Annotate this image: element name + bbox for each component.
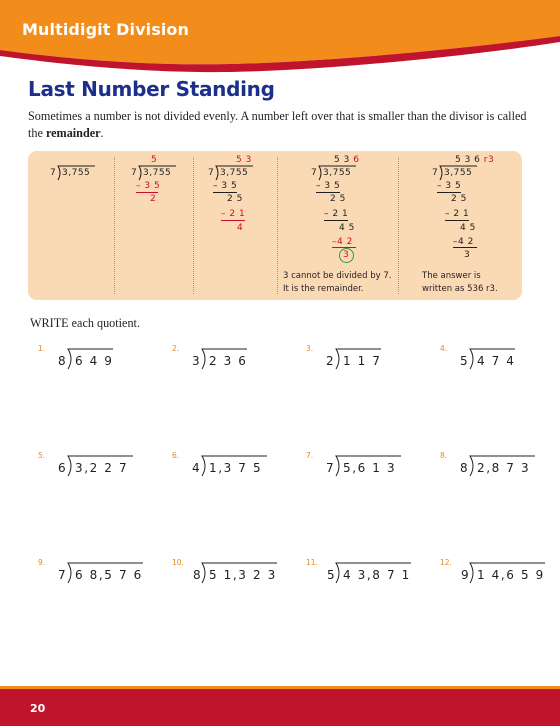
subtraction-rule bbox=[221, 220, 245, 221]
division-problem[interactable] bbox=[38, 560, 158, 586]
intro-text: Sometimes a number is not divided evenly. A number left over that is smaller than the divisor is called the bbox=[28, 109, 527, 140]
quotient-new: 6 bbox=[353, 155, 360, 165]
intro-bold-term: remainder bbox=[45, 126, 101, 140]
division-problem[interactable] bbox=[172, 346, 292, 372]
problem-divisor: 8 bbox=[460, 461, 468, 475]
remainder: 3 bbox=[343, 250, 350, 260]
note-line: 3 cannot be divided by 7. bbox=[283, 271, 392, 281]
header-banner bbox=[0, 0, 560, 80]
intro-end: . bbox=[100, 126, 104, 140]
division-problem[interactable] bbox=[38, 346, 158, 372]
footer-bar bbox=[0, 686, 560, 726]
problem-dividend: 5,6 1 3 bbox=[343, 461, 397, 475]
quotient-digits bbox=[455, 155, 494, 165]
example-step-2 bbox=[114, 151, 193, 300]
subtraction-line: –4 2 bbox=[453, 237, 474, 247]
problem-number: 11. bbox=[306, 558, 318, 567]
subtraction-rule bbox=[324, 220, 348, 221]
problem-number: 4. bbox=[440, 344, 448, 353]
division-problem[interactable] bbox=[306, 560, 426, 586]
division-problem[interactable] bbox=[440, 453, 560, 479]
divisor: 7 bbox=[432, 168, 439, 178]
subtraction-rule bbox=[445, 220, 469, 221]
problem-dividend: 4 7 4 bbox=[477, 354, 516, 368]
header-wave-graphic bbox=[0, 0, 560, 80]
dividend: 3,755 bbox=[143, 168, 172, 178]
problem-dividend: 1 4,6 5 9 bbox=[477, 568, 545, 582]
example-step-5 bbox=[398, 151, 522, 300]
dividend: 3,755 bbox=[62, 168, 91, 178]
example-step-3 bbox=[193, 151, 277, 300]
problem-divisor: 6 bbox=[58, 461, 66, 475]
example-note bbox=[422, 270, 498, 296]
quotient-remainder: r3 bbox=[483, 155, 495, 165]
quotient-known: 5 3 bbox=[334, 155, 350, 165]
divisor: 7 bbox=[208, 168, 215, 178]
problem-dividend: 2,8 7 3 bbox=[477, 461, 531, 475]
example-step-4 bbox=[277, 151, 398, 300]
divisor: 7 bbox=[131, 168, 138, 178]
problem-divisor: 8 bbox=[193, 568, 201, 582]
remainder: 3 bbox=[464, 250, 471, 260]
subtraction-line: – 2 1 bbox=[221, 209, 246, 219]
problem-dividend: 3,2 2 7 bbox=[75, 461, 129, 475]
problem-divisor: 7 bbox=[58, 568, 66, 582]
problem-divisor: 3 bbox=[192, 354, 200, 368]
subtraction-rule bbox=[453, 247, 477, 248]
quotient-digit: 5 bbox=[151, 155, 158, 165]
worked-example-panel bbox=[28, 151, 522, 300]
division-problem[interactable] bbox=[306, 346, 426, 372]
example-step-1 bbox=[28, 151, 114, 300]
subtraction-line: – 3 5 bbox=[213, 181, 238, 191]
difference: 2 5 bbox=[451, 194, 467, 204]
divisor: 7 bbox=[50, 168, 57, 178]
problem-divisor: 7 bbox=[326, 461, 334, 475]
example-note bbox=[283, 270, 391, 296]
subtraction-line: –4 2 bbox=[332, 237, 353, 247]
note-line: The answer is bbox=[422, 271, 481, 281]
difference: 4 5 bbox=[460, 223, 476, 233]
subtraction-line: – 2 1 bbox=[445, 209, 470, 219]
division-problem[interactable] bbox=[306, 453, 426, 479]
note-line: It is the remainder. bbox=[283, 284, 364, 294]
problem-dividend: 4 3,8 7 1 bbox=[343, 568, 411, 582]
subtraction-rule bbox=[213, 192, 237, 193]
problem-dividend: 1 1 7 bbox=[343, 354, 382, 368]
dividend: 3,755 bbox=[444, 168, 473, 178]
problem-number: 3. bbox=[306, 344, 314, 353]
problem-number: 10. bbox=[172, 558, 184, 567]
subtraction-line: – 3 5 bbox=[437, 181, 462, 191]
problem-dividend: 6 8,5 7 6 bbox=[75, 568, 143, 582]
problem-number: 9. bbox=[38, 558, 46, 567]
difference: 2 bbox=[150, 194, 157, 204]
division-problem[interactable] bbox=[440, 560, 560, 586]
problem-dividend: 6 4 9 bbox=[75, 354, 114, 368]
problem-divisor: 5 bbox=[460, 354, 468, 368]
problem-number: 5. bbox=[38, 451, 46, 460]
problem-divisor: 9 bbox=[461, 568, 469, 582]
problem-divisor: 8 bbox=[58, 354, 66, 368]
header-title: Multidigit Division bbox=[22, 20, 189, 39]
problem-dividend: 5 1,3 2 3 bbox=[209, 568, 277, 582]
problem-divisor: 4 bbox=[192, 461, 200, 475]
problem-number: 7. bbox=[306, 451, 314, 460]
intro-paragraph bbox=[28, 108, 528, 142]
problem-number: 8. bbox=[440, 451, 448, 460]
page-number: 20 bbox=[30, 702, 46, 715]
problem-number: 1. bbox=[38, 344, 46, 353]
quotient-digits: 5 3 bbox=[236, 155, 252, 165]
subtraction-rule bbox=[136, 192, 158, 193]
problem-divisor: 2 bbox=[326, 354, 334, 368]
subtraction-line: – 3 5 bbox=[316, 181, 341, 191]
problem-dividend: 2 3 6 bbox=[209, 354, 248, 368]
difference: 4 5 bbox=[339, 223, 355, 233]
division-problem[interactable] bbox=[440, 346, 560, 372]
division-problem[interactable] bbox=[172, 453, 292, 479]
dividend: 3,755 bbox=[323, 168, 352, 178]
section-title: Last Number Standing bbox=[28, 77, 275, 101]
instruction-text: WRITE each quotient. bbox=[30, 316, 140, 330]
dividend: 3,755 bbox=[220, 168, 249, 178]
division-problem[interactable] bbox=[38, 453, 158, 479]
subtraction-rule bbox=[437, 192, 461, 193]
problem-number: 12. bbox=[440, 558, 452, 567]
divisor: 7 bbox=[311, 168, 318, 178]
difference: 4 bbox=[237, 223, 244, 233]
difference: 2 5 bbox=[330, 194, 346, 204]
subtraction-line: – 2 1 bbox=[324, 209, 349, 219]
quotient-digits bbox=[334, 155, 359, 165]
footer-accent-stripe bbox=[0, 686, 560, 689]
problem-divisor: 5 bbox=[327, 568, 335, 582]
subtraction-line: – 3 5 bbox=[136, 181, 161, 191]
division-problem[interactable] bbox=[172, 560, 292, 586]
problem-number: 6. bbox=[172, 451, 180, 460]
quotient-known: 5 3 6 bbox=[455, 155, 481, 165]
note-line: written as 536 r3. bbox=[422, 284, 498, 294]
difference: 2 5 bbox=[227, 194, 243, 204]
problem-number: 2. bbox=[172, 344, 180, 353]
subtraction-rule bbox=[316, 192, 340, 193]
problem-dividend: 1,3 7 5 bbox=[209, 461, 263, 475]
